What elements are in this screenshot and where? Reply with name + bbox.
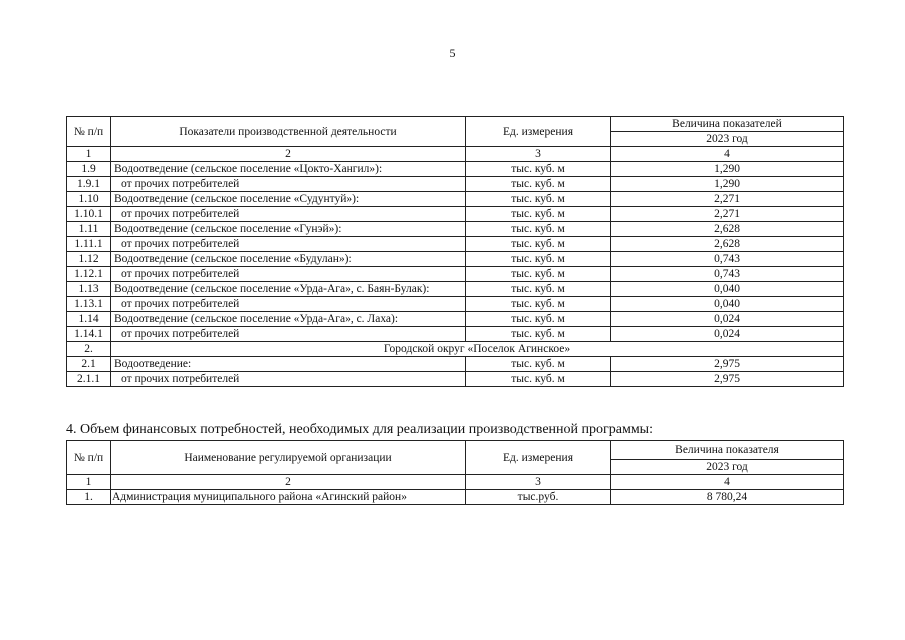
row-value: 2,628 <box>611 222 844 237</box>
table-row <box>67 162 844 177</box>
row-unit: тыс. куб. м <box>466 237 611 252</box>
header-num: № п/п <box>67 441 111 475</box>
table-row <box>67 237 844 252</box>
row-indicator: Водоотведение (сельское поселение «Урда-Ага», с. Лаха): <box>111 312 466 327</box>
section-4-title: 4. Объем финансовых потребностей, необходимых для реализации производственной программы: <box>66 422 653 437</box>
col-number: 2 <box>111 475 466 490</box>
table-row <box>67 327 844 342</box>
header-unit: Ед. измерения <box>466 117 611 147</box>
row-unit: тыс. куб. м <box>466 207 611 222</box>
row-value: 0,024 <box>611 312 844 327</box>
col-number: 3 <box>466 147 611 162</box>
row-unit: тыс. куб. м <box>466 222 611 237</box>
row-value: 8 780,24 <box>611 490 844 505</box>
header-row <box>67 117 844 132</box>
row-value: 0,040 <box>611 282 844 297</box>
row-unit: тыс. куб. м <box>466 357 611 372</box>
row-value: 2,271 <box>611 192 844 207</box>
row-unit: тыс. куб. м <box>466 252 611 267</box>
table-row <box>67 192 844 207</box>
table-row <box>67 267 844 282</box>
row-indicator: от прочих потребителей <box>111 327 466 342</box>
col-number: 2 <box>111 147 466 162</box>
column-numbers-row <box>67 147 844 162</box>
production-indicators-body <box>67 117 844 387</box>
page-number: 5 <box>449 46 456 60</box>
row-num: 1.11 <box>67 222 111 237</box>
row-value: 1,290 <box>611 162 844 177</box>
row-indicator: от прочих потребителей <box>111 267 466 282</box>
row-num: 1.14 <box>67 312 111 327</box>
row-unit: тыс. куб. м <box>466 267 611 282</box>
table-row <box>67 490 844 505</box>
row-indicator: Водоотведение (сельское поселение «Гунэй»): <box>111 222 466 237</box>
section-num: 2. <box>67 342 111 357</box>
row-value: 2,271 <box>611 207 844 222</box>
header-row <box>67 441 844 460</box>
col-number: 4 <box>611 147 844 162</box>
table-row <box>67 222 844 237</box>
row-num: 2.1.1 <box>67 372 111 387</box>
row-indicator: от прочих потребителей <box>111 297 466 312</box>
section-title: Городской округ «Поселок Агинское» <box>111 342 844 357</box>
row-unit: тыс. куб. м <box>466 372 611 387</box>
header-value: Величина показателя <box>611 441 844 460</box>
row-unit: тыс. куб. м <box>466 192 611 207</box>
row-unit: тыс. куб. м <box>466 297 611 312</box>
header-value: Величина показателей <box>611 117 844 132</box>
header-year: 2023 год <box>611 132 844 147</box>
row-unit: тыс. куб. м <box>466 282 611 297</box>
header-year: 2023 год <box>611 460 844 475</box>
row-num: 1.11.1 <box>67 237 111 252</box>
row-num: 1.14.1 <box>67 327 111 342</box>
header-num: № п/п <box>67 117 111 147</box>
table-row <box>67 177 844 192</box>
row-indicator: от прочих потребителей <box>111 177 466 192</box>
table-row <box>67 357 844 372</box>
row-indicator: от прочих потребителей <box>111 207 466 222</box>
table-row <box>67 282 844 297</box>
header-org: Наименование регулируемой организации <box>111 441 466 475</box>
row-unit: тыс. куб. м <box>466 327 611 342</box>
row-value: 2,975 <box>611 357 844 372</box>
row-indicator: от прочих потребителей <box>111 372 466 387</box>
row-indicator: Водоотведение (сельское поселение «Цокто-Хангил»): <box>111 162 466 177</box>
col-number: 4 <box>611 475 844 490</box>
row-value: 0,743 <box>611 267 844 282</box>
row-num: 2.1 <box>67 357 111 372</box>
row-value: 1,290 <box>611 177 844 192</box>
production-indicators-table <box>66 116 844 387</box>
row-indicator: от прочих потребителей <box>111 237 466 252</box>
row-num: 1.12.1 <box>67 267 111 282</box>
row-value: 0,024 <box>611 327 844 342</box>
financial-needs-table <box>66 440 844 505</box>
row-num: 1.10 <box>67 192 111 207</box>
table-row <box>67 312 844 327</box>
row-num: 1.9.1 <box>67 177 111 192</box>
table-row <box>67 252 844 267</box>
row-indicator: Водоотведение (сельское поселение «Урда-Ага», с. Баян-Булак): <box>111 282 466 297</box>
row-value: 0,040 <box>611 297 844 312</box>
table-row <box>67 207 844 222</box>
row-indicator: Водоотведение (сельское поселение «Будулан»): <box>111 252 466 267</box>
row-value: 2,628 <box>611 237 844 252</box>
col-number: 1 <box>67 147 111 162</box>
row-unit: тыс. куб. м <box>466 312 611 327</box>
row-unit: тыс.руб. <box>466 490 611 505</box>
row-value: 2,975 <box>611 372 844 387</box>
row-num: 1.13 <box>67 282 111 297</box>
row-org: Администрация муниципального района «Агинский район» <box>111 490 466 505</box>
column-numbers-row <box>67 475 844 490</box>
table-row <box>67 297 844 312</box>
row-num: 1. <box>67 490 111 505</box>
header-unit: Ед. измерения <box>466 441 611 475</box>
row-num: 1.12 <box>67 252 111 267</box>
row-value: 0,743 <box>611 252 844 267</box>
header-indicator: Показатели производственной деятельности <box>111 117 466 147</box>
col-number: 1 <box>67 475 111 490</box>
row-indicator: Водоотведение (сельское поселение «Судунтуй»): <box>111 192 466 207</box>
row-num: 1.13.1 <box>67 297 111 312</box>
table-row <box>67 372 844 387</box>
row-indicator: Водоотведение: <box>111 357 466 372</box>
row-unit: тыс. куб. м <box>466 177 611 192</box>
col-number: 3 <box>466 475 611 490</box>
section-row <box>67 342 844 357</box>
row-num: 1.10.1 <box>67 207 111 222</box>
row-num: 1.9 <box>67 162 111 177</box>
row-unit: тыс. куб. м <box>466 162 611 177</box>
